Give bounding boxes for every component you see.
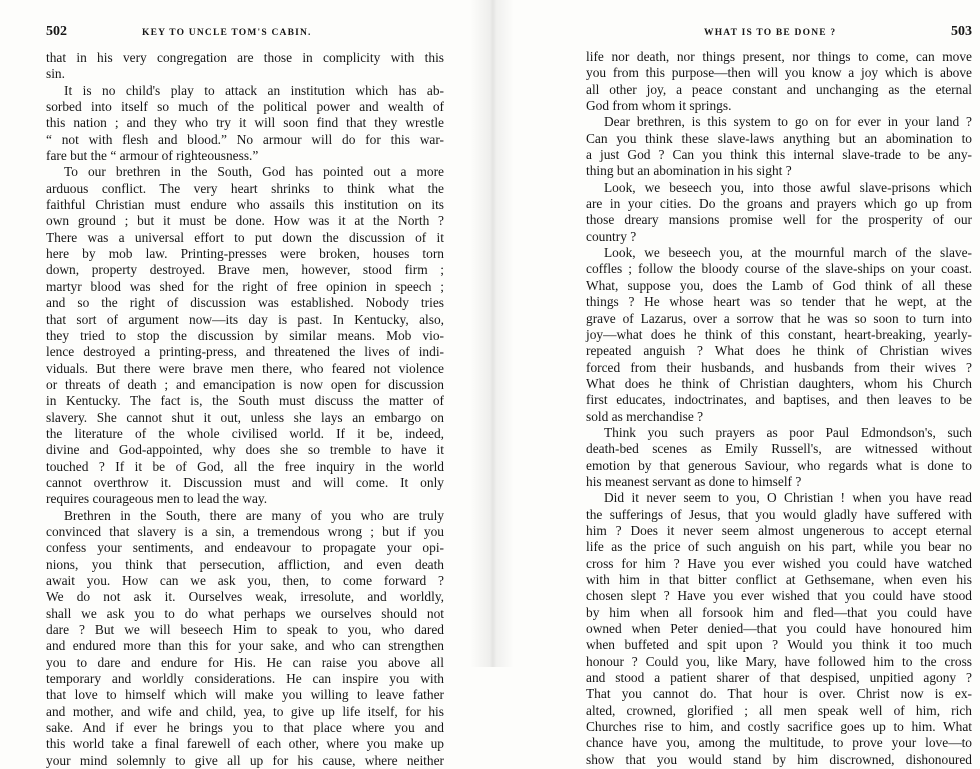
text-line: this nation ; and they who try it will soon find that they wrestle <box>46 115 444 131</box>
text-line: show that you would stand by him discrowned, dishonoured <box>586 751 972 767</box>
text-line: and mother, and wife and child, yea, to give up life itself, for his <box>46 703 444 719</box>
text-line: or threats of death ; and emancipation is now open for discussion <box>46 376 444 392</box>
left-page-body <box>46 50 444 769</box>
text-line: the sufferings of Jesus, that you would gladly have suffered with <box>586 506 972 522</box>
text-line: sold as merchandise ? <box>586 408 704 424</box>
text-line: faithful Christian must endure who assails this institution on its <box>46 197 444 213</box>
right-page-body <box>586 49 972 768</box>
text-line: cross for him ? Have you ever wished you could have watched <box>586 555 972 571</box>
right-page-number: 503 <box>951 24 972 39</box>
text-line: thing but an abomination in his sight ? <box>586 163 792 179</box>
text-line: dare ? But we will beseech Him to speak to you, who dared <box>46 622 444 638</box>
text-line: What does he think of Christian daughters, whom his Church <box>586 375 972 391</box>
text-line: sake. And if ever he brings you to that place where you and <box>46 720 444 736</box>
text-line: await you. How can we ask you, then, to come forward ? <box>46 573 444 588</box>
text-line: down, property destroyed. Brave men, however, stood firm ; <box>46 262 444 278</box>
text-line: viduals. But there were brave men there, who feared not violence <box>46 360 444 376</box>
text-line: Can you think these slave-laws anything but an abomination to <box>586 130 972 146</box>
text-line: all other joy, a peace constant and unchanging as the eternal <box>586 81 972 97</box>
text-line: repeated anguish ? What does he think of Christian wives <box>586 343 972 359</box>
text-line: own ground ; but it must be done. How was it at the North ? <box>46 213 444 229</box>
text-line: slavery. She cannot shut it out, unless she lays an embargo on <box>46 409 444 425</box>
text-line: God from whom it springs. <box>586 98 732 114</box>
text-line: that sort of argument now—its day is past. In Kentucky, also, <box>46 311 444 327</box>
text-line: confess your sentiments, and endeavour to propagate your opi- <box>46 540 444 556</box>
text-line: martyr blood was shed for the right of free opinion in speech ; <box>46 278 444 294</box>
text-line: that love to himself which will make you willing to leave father <box>46 687 444 703</box>
text-line: sorbed into itself so much of the political power and wealth of <box>46 99 444 115</box>
text-line: you to dare and endure for His. He can raise you above all <box>46 654 444 670</box>
text-line: and so the right of discussion was established. Nobody tries <box>46 295 444 311</box>
text-line: are in your cities. Do the groans and prayers which go up from <box>586 196 972 212</box>
text-line: It is no child's play to attack an institution which has ab- <box>64 82 444 98</box>
text-line: that in his very congregation are those in complicity with this <box>46 50 444 65</box>
text-line: convinced that slavery is a sin, a tremendous wrong ; but if you <box>46 523 444 539</box>
text-line: Look, we beseech you, into those awful slave-prisons which <box>604 179 972 195</box>
text-line: and endured more than this for your sake, and who can strengthen <box>46 638 444 654</box>
text-line: by him when all forsook him and fled—that you could have <box>586 604 972 620</box>
text-line: Look, we beseech you, at the mournful march of the slave- <box>604 245 972 261</box>
text-line: those dreary mansions promise well for the prosperity of our <box>586 212 972 228</box>
text-line: life nor death, nor things present, nor things to come, can move <box>586 49 972 64</box>
text-line: temporary and worldly considerations. He can inspire you with <box>46 671 444 687</box>
text-line: Churches rise to him, and costly sacrifice goes up to him. What <box>586 719 972 735</box>
text-line: What, suppose you, does the Lamb of God think of all these <box>586 277 972 293</box>
left-page <box>0 0 490 768</box>
text-line: “ not with flesh and blood.” No armour will do for this war- <box>46 131 444 147</box>
text-line: joy—what does he think of this constant, heart-breaking, yearly- <box>586 326 972 342</box>
text-line: shall we ask you to do what perhaps we ourselves should not <box>46 605 444 621</box>
text-line: this world take a final farewell of each other, where you make up <box>46 736 444 752</box>
text-line: his meanest servant as done to himself ? <box>586 473 802 489</box>
text-line: country ? <box>586 228 637 244</box>
text-line: a just God ? Can you think this internal slave-trade to be any- <box>586 147 972 163</box>
text-line: your mind solemnly to give all up for his cause, where neither <box>46 752 444 768</box>
text-line: death-bed scenes as Emily Russell's, are witnessed without <box>586 441 972 457</box>
text-line: Dear brethren, is this system to go on for ever in your land ? <box>604 114 972 130</box>
text-line: forced from their husbands, and husbands from their wives ? <box>586 359 972 375</box>
text-line: owned when Peter denied—that you could have honoured him <box>586 621 972 637</box>
text-line: alted, crowned, glorified ; all men speak well of him, rich <box>586 702 972 718</box>
text-line: sin. <box>46 66 65 82</box>
right-page <box>490 0 980 767</box>
text-line: fare but the “ armour of righteousness.” <box>46 148 259 164</box>
text-line: We do not ask it. Ourselves weak, irresolute, and worldly, <box>46 589 444 605</box>
text-line: Did it never seem to you, O Christian ! when you have read <box>604 490 972 506</box>
text-line: in Kentucky. The fact is, the South must discuss the matter of <box>46 393 444 409</box>
text-line: Brethren in the South, there are many of you who are truly <box>64 507 444 523</box>
text-line: emotion by that generous Saviour, who regards what is done to <box>586 457 972 473</box>
text-line: honour ? Could you, like Mary, have followed him to the cross <box>586 653 972 669</box>
text-line: nions, you think that persecution, affliction, and even death <box>46 556 444 572</box>
right-running-head: WHAT IS TO BE DONE ? <box>704 28 837 38</box>
text-line: cannot overthrow it. Discussion must and will come. It only <box>46 474 444 490</box>
text-line: There was a universal effort to put down the discussion of it <box>46 229 444 245</box>
text-line: things ? He whose heart was so tender that he wept, at the <box>586 294 972 310</box>
text-line: when buffeted and spit upon ? Would you think it too much <box>586 637 972 653</box>
text-line: lence destroyed a printing-press, and threatened the lives of indi- <box>46 344 444 360</box>
right-page-header <box>586 24 972 40</box>
text-line: chosen slept ? Have you ever wished that you could have stood <box>586 588 972 604</box>
text-line: requires courageous men to lead the way. <box>46 491 268 507</box>
text-line: and stood a patient sharer of that despised, unpitied agony ? <box>586 670 972 686</box>
text-line: coffles ; follow the bloody course of the slave-ships on your coast. <box>586 261 972 277</box>
text-line: arduous conflict. The very heart shrinks to think what the <box>46 180 444 196</box>
left-running-head: KEY TO UNCLE TOM'S CABIN. <box>142 28 312 38</box>
left-page-number: 502 <box>46 24 67 39</box>
text-line: Think you such prayers as poor Paul Edmondson's, such <box>604 424 972 440</box>
text-line: That you cannot do. That hour is over. Christ now is ex- <box>586 686 972 702</box>
text-line: touched ? If it be of God, all the free inquiry in the world <box>46 458 444 474</box>
text-line: life as the price of such anguish on his part, while you bear no <box>586 539 972 555</box>
text-line: with him in that bitter conflict at Gethsemane, when even his <box>586 572 972 587</box>
text-line: the literature of the whole civilised world. If it be, indeed, <box>46 425 444 441</box>
text-line: you from this purpose—then will you know a joy which is above <box>586 65 972 81</box>
text-line: first educates, indoctrinates, and baptises, and then leaves to be <box>586 392 972 408</box>
text-line: divine and God-appointed, why does she so tremble to have it <box>46 442 444 458</box>
text-line: him ? Does it never seem almost ungenerous to accept eternal <box>586 522 972 538</box>
text-line: To our brethren in the South, God has pointed out a more <box>64 164 444 180</box>
text-line: chance have you, among the multitude, to prove your love—to <box>586 735 972 751</box>
text-line: they tried to stop the discussion by similar means. Mob vio- <box>46 327 444 343</box>
left-page-header <box>46 24 446 40</box>
text-line: here by mob law. Printing-presses were broken, houses torn <box>46 246 444 262</box>
text-line: grave of Lazarus, over a sorrow that he was so soon to turn into <box>586 310 972 326</box>
